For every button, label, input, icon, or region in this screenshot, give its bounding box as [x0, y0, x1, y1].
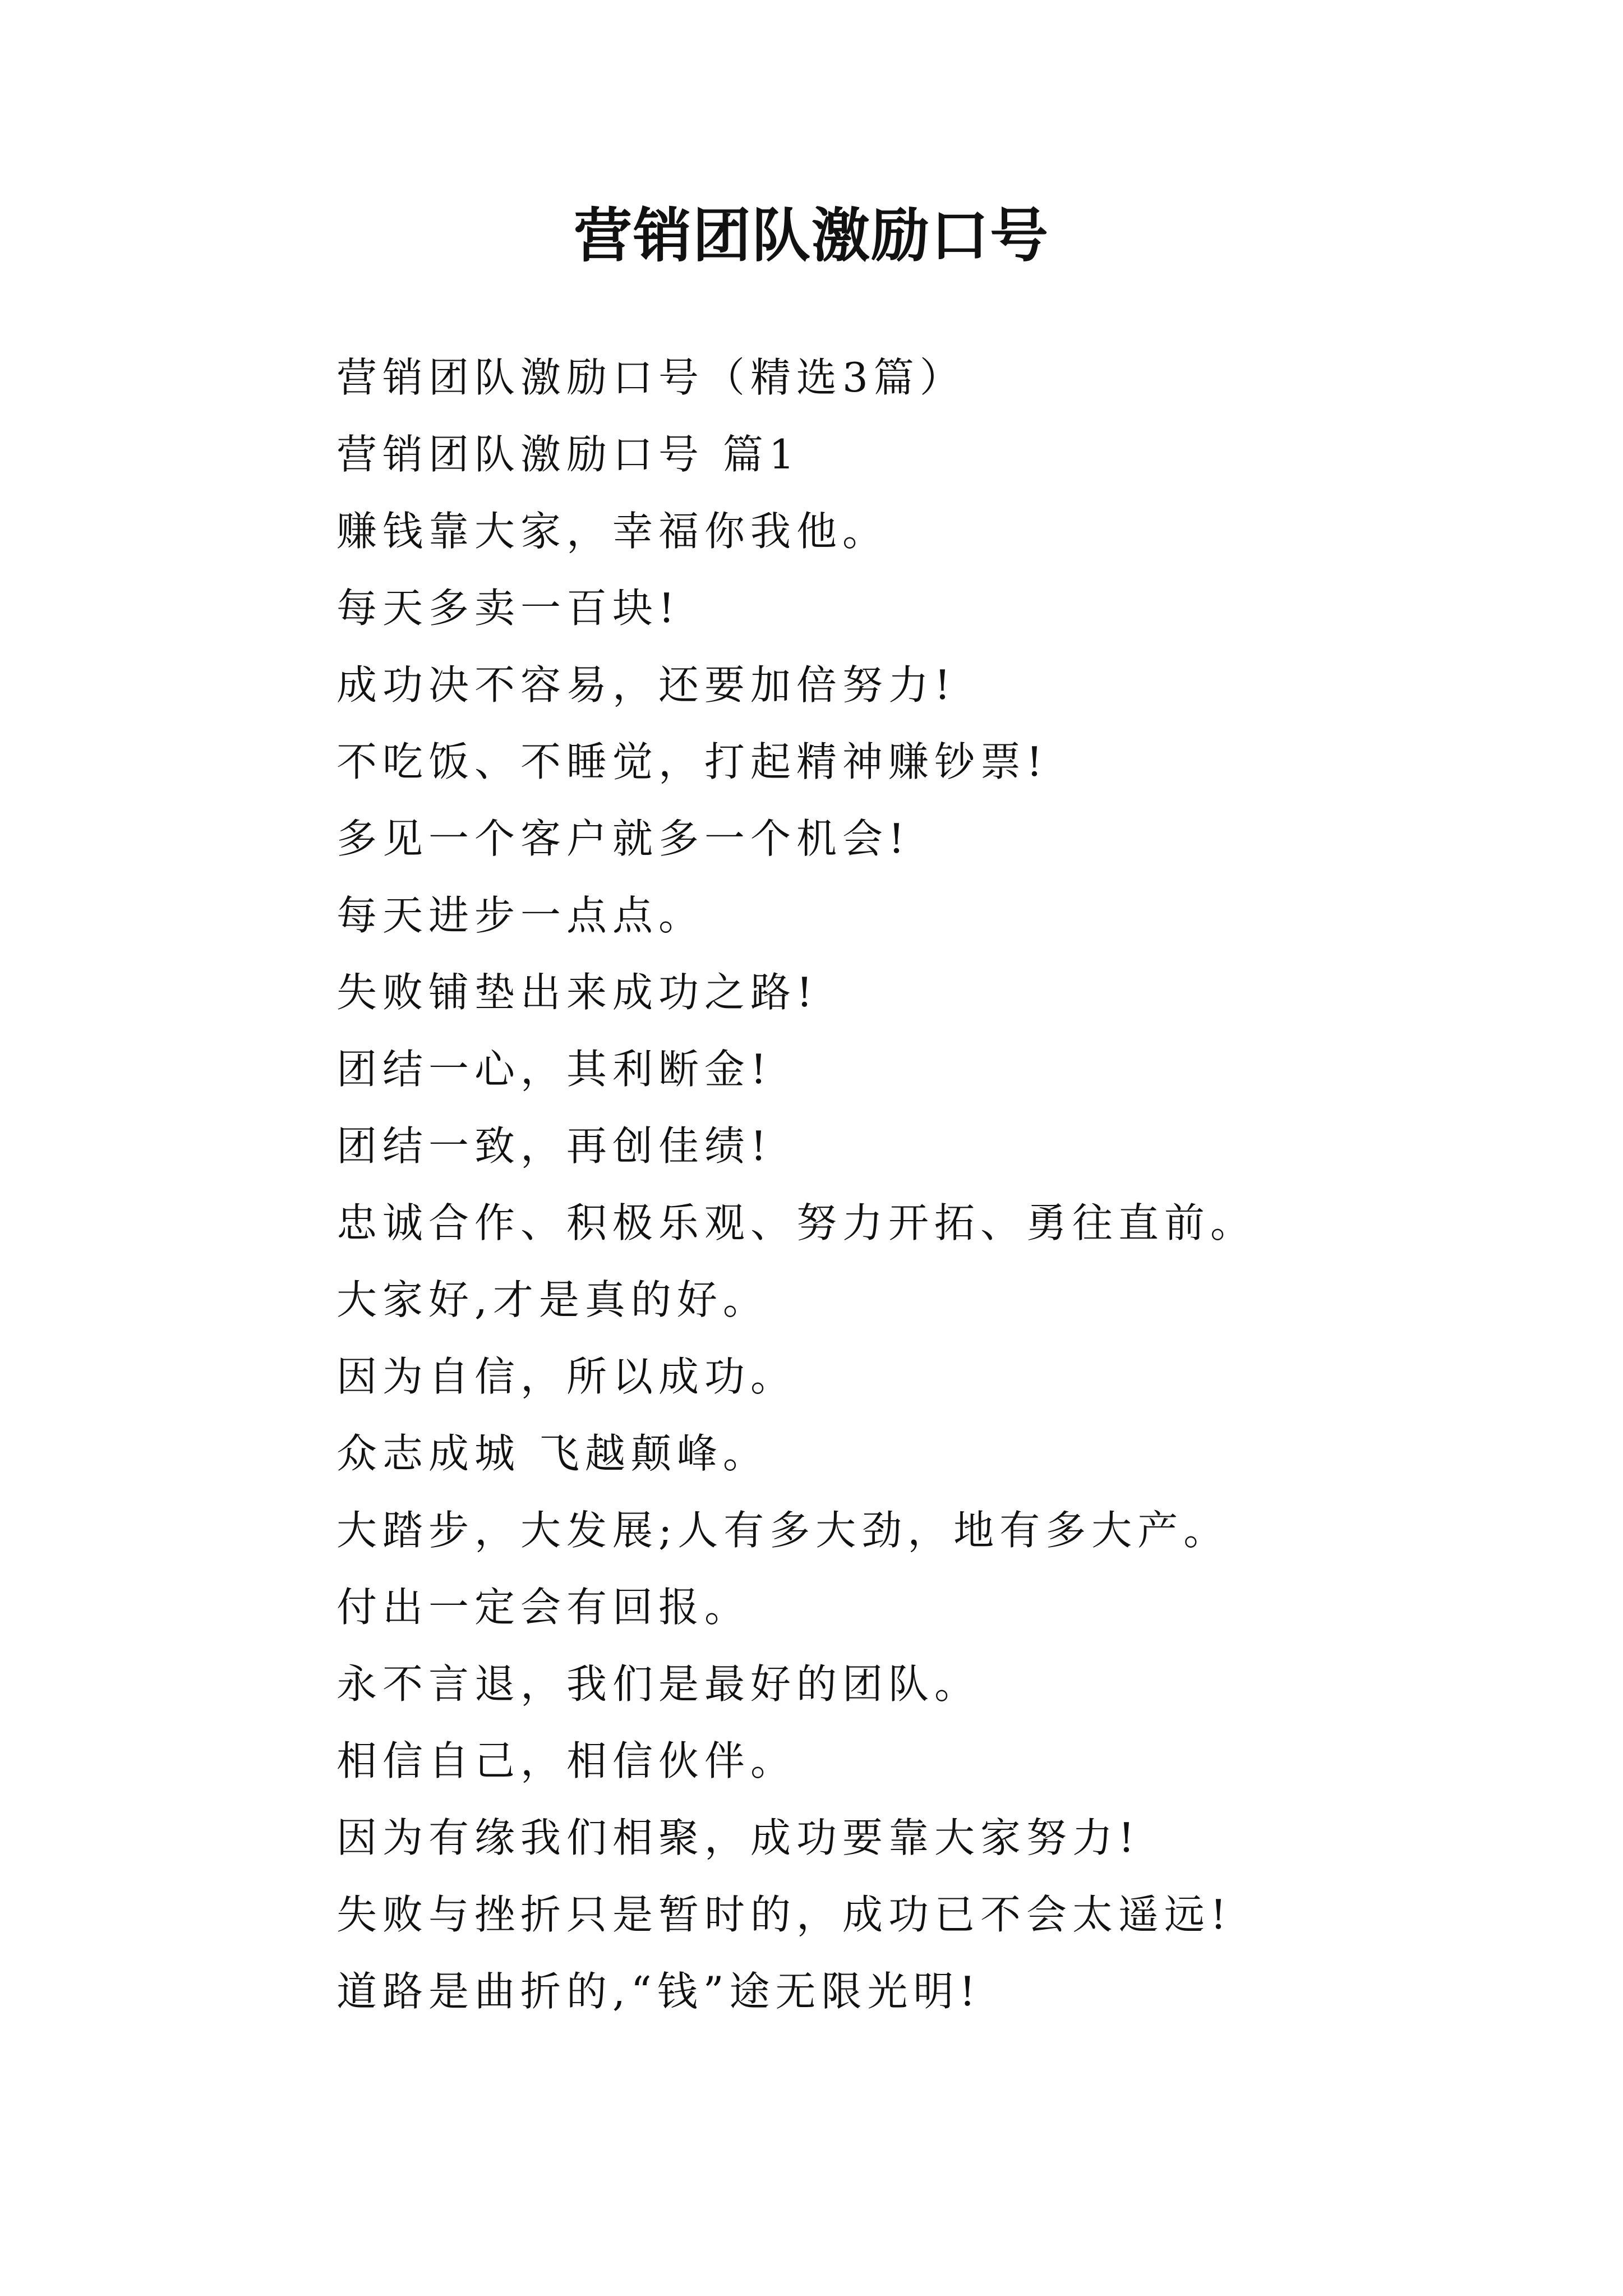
body-line: 因为有缘我们相聚，成功要靠大家努力! — [336, 1814, 1140, 1861]
body-line: 忠诚合作、积极乐观、努力开拓、勇往直前。 — [336, 1199, 1257, 1246]
body-line: 付出一定会有回报。 — [336, 1584, 751, 1631]
body-line: 失败铺垫出来成功之路! — [336, 969, 818, 1016]
body-line: 众志成城 飞越颠峰。 — [336, 1430, 769, 1477]
body-line: 不吃饭、不睡觉，打起精神赚钞票! — [336, 738, 1048, 785]
body-line: 每天多卖一百块! — [336, 585, 680, 632]
body-line: 成功决不容易，还要加倍努力! — [336, 661, 956, 708]
body-line: 营销团队激励口号（精选3篇） — [336, 354, 966, 401]
body-line: 团结一心，其利断金! — [336, 1046, 772, 1093]
body-line: 多见一个客户就多一个机会! — [336, 815, 910, 862]
body-line: 因为自信，所以成功。 — [336, 1353, 797, 1400]
body-line: 大家好,才是真的好。 — [336, 1276, 769, 1323]
body-line: 营销团队激励口号 篇1 — [336, 431, 800, 478]
body-line: 失败与挫折只是暂时的，成功已不会太遥远! — [336, 1891, 1232, 1938]
body-line: 赚钱靠大家，幸福你我他。 — [336, 508, 889, 555]
body-line: 相信自己，相信伙伴。 — [336, 1737, 797, 1784]
page-title: 营销团队激励口号 — [573, 201, 1049, 270]
document-body — [336, 339, 1514, 2030]
body-line: 团结一致，再创佳绩! — [336, 1122, 772, 1170]
body-line: 大踏步，大发展;人有多大劲，地有多大产。 — [336, 1507, 1230, 1554]
body-line: 永不言退，我们是最好的团队。 — [336, 1660, 981, 1708]
body-line: 道路是曲折的,“钱”途无限光明! — [336, 1968, 981, 2015]
body-line: 每天进步一点点。 — [336, 892, 705, 939]
